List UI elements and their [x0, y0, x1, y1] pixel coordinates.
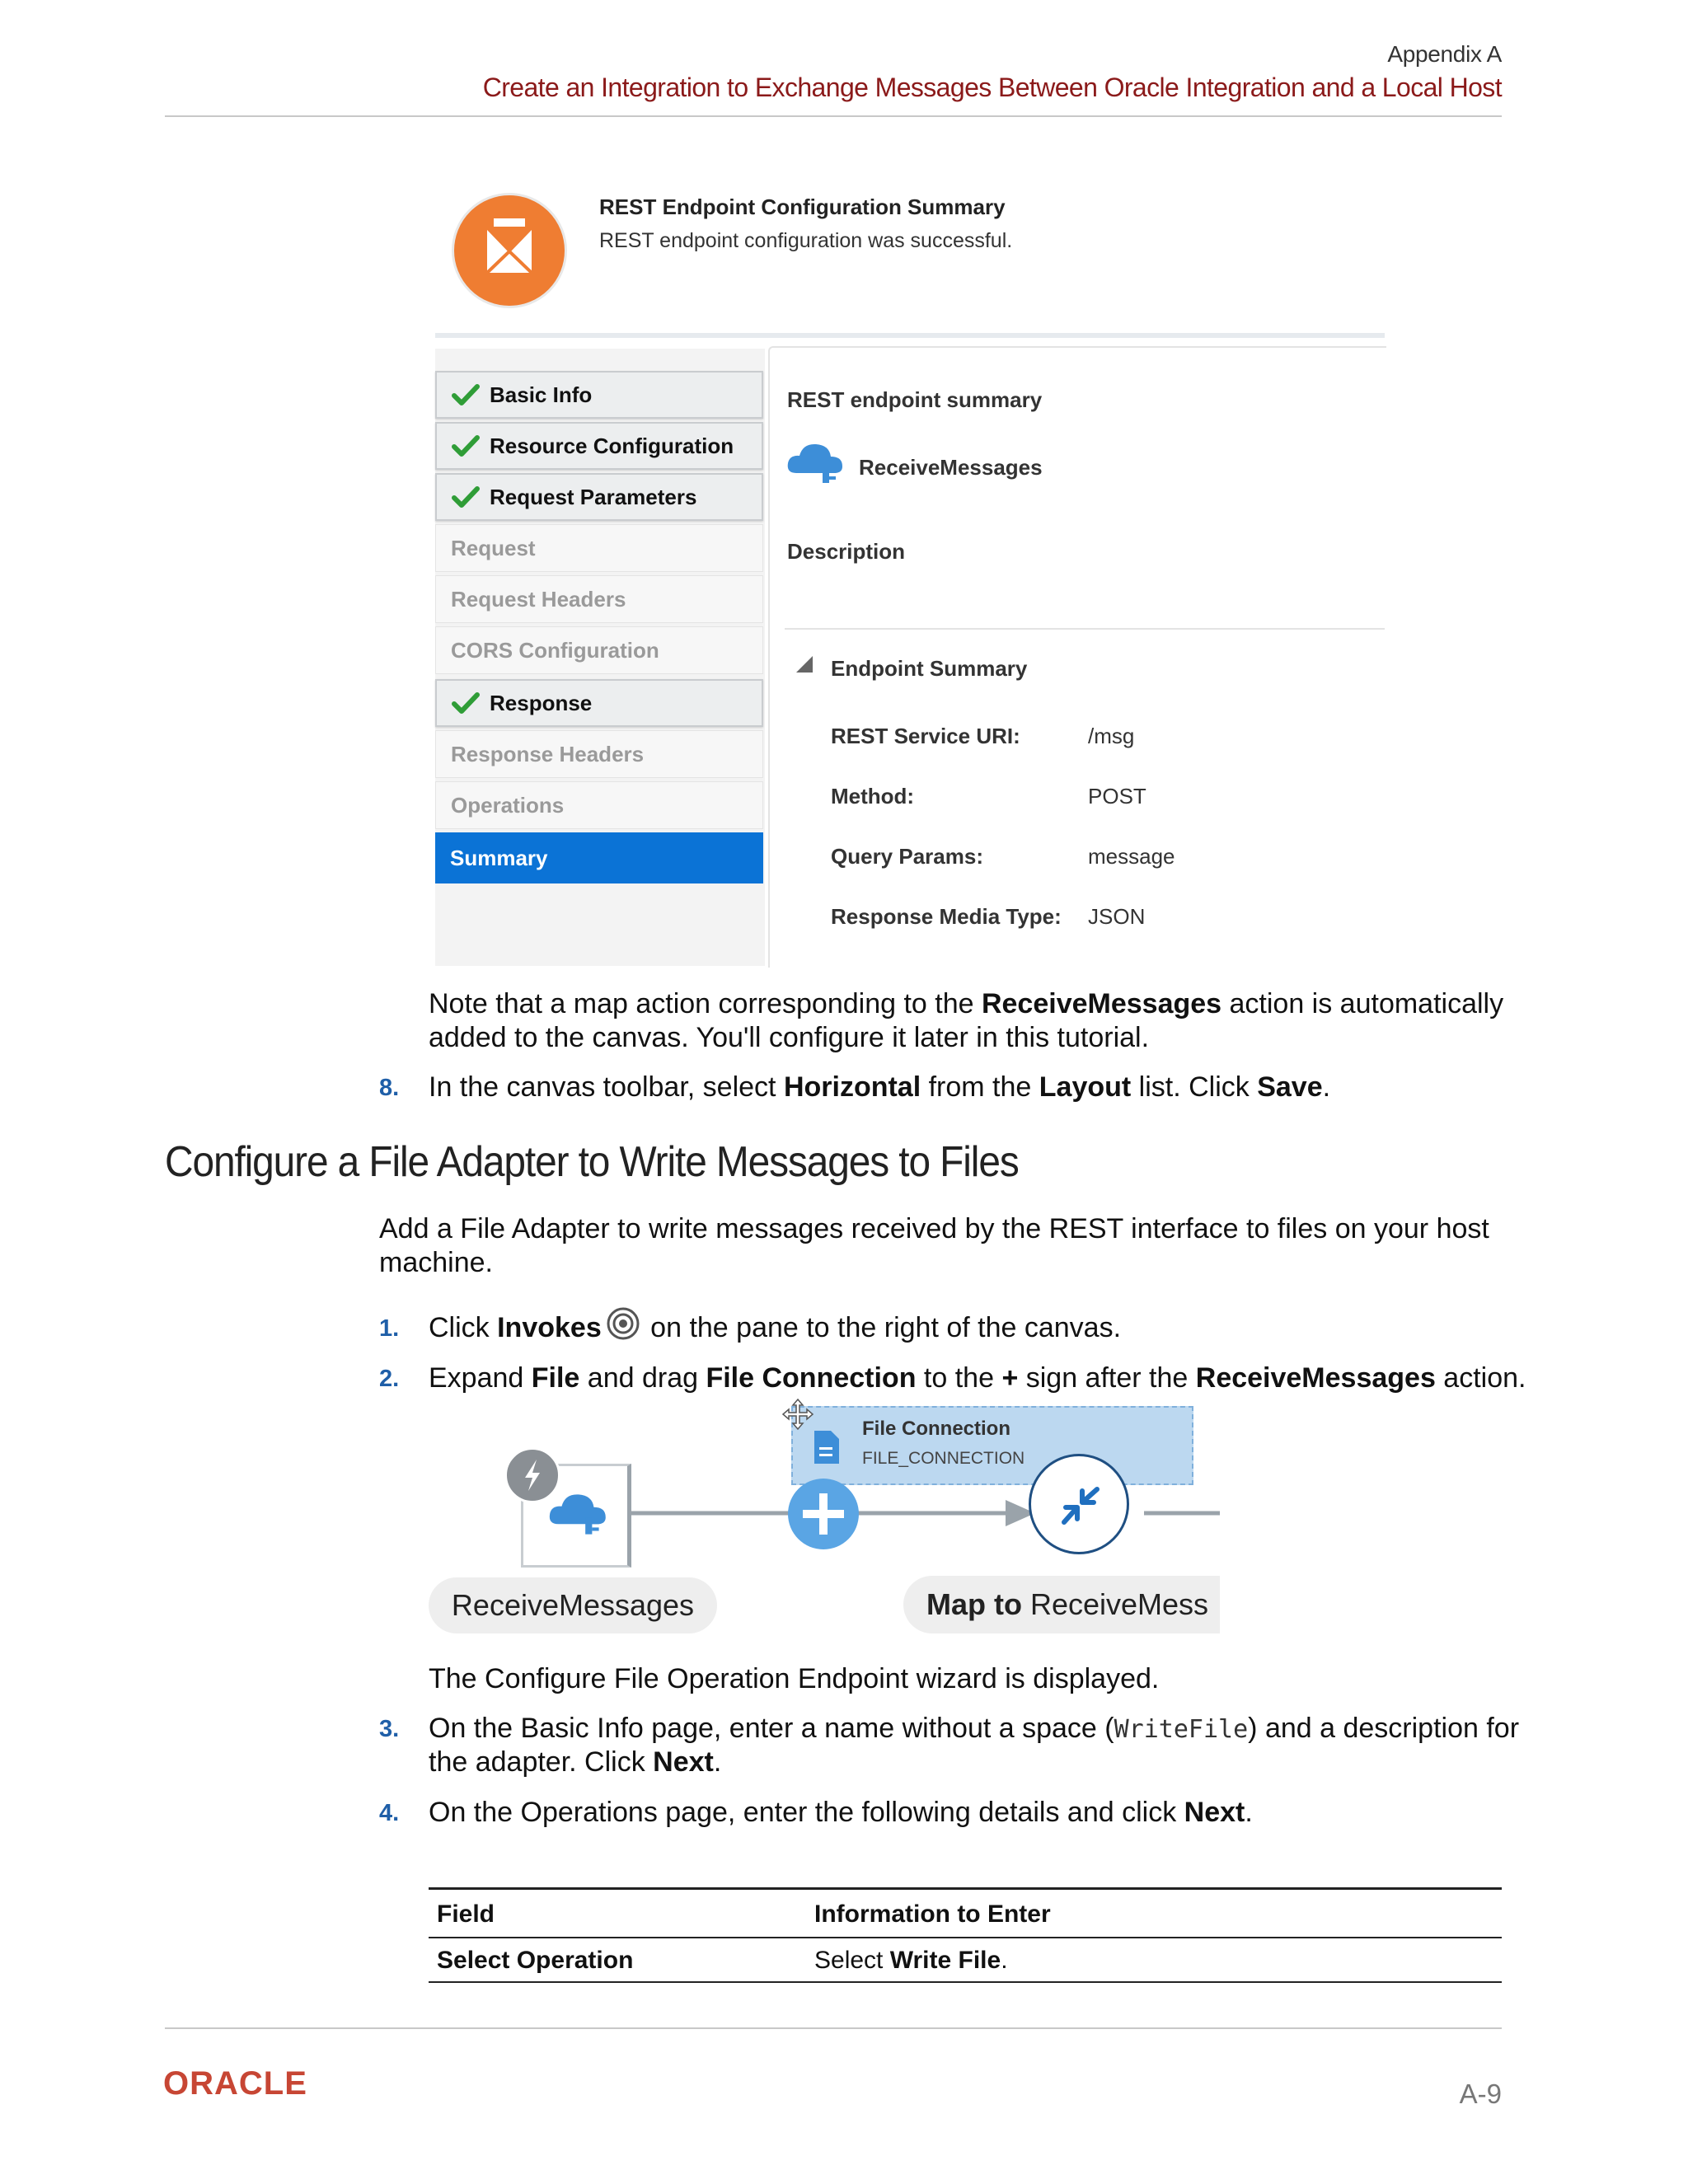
- move-cursor-icon: [781, 1398, 814, 1431]
- table-header-info: Information to Enter: [814, 1900, 1051, 1928]
- table-top-rule: [429, 1887, 1502, 1890]
- field-label-method: Method:: [831, 784, 915, 808]
- appendix-label: Appendix A: [1387, 41, 1502, 67]
- step-number: 1.: [379, 1315, 400, 1342]
- nav-label: Response: [490, 690, 593, 715]
- adapter-logo-icon: [452, 193, 567, 308]
- step-number: 3.: [379, 1716, 400, 1742]
- nav-basic-info[interactable]: [435, 371, 763, 419]
- table-cell-info: Select Write File.: [814, 1947, 1008, 1974]
- step-number: 8.: [379, 1075, 400, 1101]
- field-value-media: JSON: [1088, 904, 1146, 929]
- trigger-lightning-icon: [504, 1447, 560, 1503]
- nav-label: CORS Configuration: [451, 637, 659, 663]
- checkmark-icon: [452, 485, 480, 509]
- canvas-drag-screenshot: [429, 1398, 1220, 1645]
- nav-summary[interactable]: [435, 832, 763, 883]
- step-1-text: Click Invokes on the pane to the right of the canvas.: [429, 1310, 1121, 1345]
- footer-rule: [165, 2027, 1502, 2029]
- summary-title: REST Endpoint Configuration Summary: [599, 194, 1006, 219]
- note-line-1: Note that a map action corresponding to the ReceiveMessages action is automatically: [429, 988, 1504, 1019]
- summary-subtitle: REST endpoint configuration was successful.: [599, 229, 1013, 252]
- step-3-text-2: the adapter. Click Next.: [429, 1746, 722, 1778]
- nav-cors-configuration[interactable]: [435, 626, 763, 674]
- summary-divider: [435, 333, 1385, 338]
- nav-label: Operations: [451, 792, 565, 818]
- page-number: A-9: [1459, 2079, 1502, 2109]
- table-row: [429, 1938, 1502, 1983]
- rest-cloud-icon: [785, 438, 849, 492]
- drag-subtitle: FILE_CONNECTION: [862, 1449, 1025, 1468]
- section-title: Configure a File Adapter to Write Messages to Files: [165, 1138, 1019, 1186]
- note-line-2: added to the canvas. You'll configure it later in this tutorial.: [429, 1022, 1150, 1053]
- field-label-query: Query Params:: [831, 844, 983, 869]
- step-2-text: Expand File and drag File Connection to the + sign after the ReceiveMessages action.: [429, 1362, 1526, 1394]
- drag-title: File Connection: [862, 1418, 1010, 1440]
- summary-divider-line: [785, 628, 1385, 630]
- step-3-text: On the Basic Info page, enter a name without a space (WriteFile) and a description for: [429, 1713, 1520, 1744]
- nav-label: Request Parameters: [490, 484, 697, 509]
- checkmark-icon: [452, 434, 480, 457]
- field-label-uri: REST Service URI:: [831, 724, 1020, 748]
- receive-messages-label: ReceiveMessages: [429, 1577, 717, 1633]
- field-value-query: message: [1088, 844, 1175, 869]
- add-action-plus-button[interactable]: [788, 1479, 859, 1549]
- endpoint-name: ReceiveMessages: [859, 455, 1043, 480]
- nav-response-headers[interactable]: [435, 730, 763, 778]
- table-bottom-rule: [429, 1981, 1502, 1983]
- nav-request-parameters[interactable]: [435, 473, 763, 521]
- nav-operations[interactable]: [435, 781, 763, 829]
- collapse-triangle-icon: [795, 654, 814, 678]
- file-icon: [811, 1429, 844, 1467]
- field-label-media: Response Media Type:: [831, 904, 1062, 929]
- nav-label: Request Headers: [451, 586, 626, 612]
- nav-label: Summary: [450, 845, 548, 870]
- section-intro-2: machine.: [379, 1247, 493, 1278]
- nav-request-headers[interactable]: [435, 575, 763, 623]
- field-value-method: POST: [1088, 784, 1146, 808]
- description-label: Description: [787, 539, 906, 564]
- header-rule: [165, 115, 1502, 117]
- nav-label: Request: [451, 535, 536, 560]
- nav-request[interactable]: [435, 524, 763, 572]
- oracle-logo: ORACLE: [163, 2065, 307, 2102]
- step-number: 4.: [379, 1800, 400, 1826]
- field-value-uri: /msg: [1088, 724, 1135, 748]
- checkmark-icon: [452, 691, 480, 715]
- step-4-text: On the Operations page, enter the following details and click Next.: [429, 1797, 1253, 1828]
- table-cell-field: Select Operation: [437, 1947, 634, 1974]
- nav-resource-configuration[interactable]: [435, 422, 763, 470]
- section-intro-1: Add a File Adapter to write messages received by the REST interface to files on your host: [379, 1213, 1489, 1244]
- nav-label: Resource Configuration: [490, 433, 734, 458]
- summary-heading: REST endpoint summary: [787, 387, 1043, 412]
- step-8-text: In the canvas toolbar, select Horizontal from the Layout list. Click Save.: [429, 1071, 1331, 1103]
- nav-label: Response Headers: [451, 741, 645, 766]
- map-arrows-icon: [1031, 1456, 1127, 1552]
- nav-response[interactable]: [435, 679, 763, 727]
- rest-summary-screenshot: [429, 180, 1385, 966]
- chapter-title: Create an Integration to Exchange Messages Between Oracle Integration and a Local Host: [482, 73, 1502, 102]
- wizard-note: The Configure File Operation Endpoint wizard is displayed.: [429, 1663, 1160, 1694]
- step-number: 2.: [379, 1366, 400, 1392]
- table-header-field: Field: [437, 1900, 495, 1928]
- file-connection-drag-ghost[interactable]: [791, 1406, 1193, 1485]
- invokes-target-icon: [602, 1310, 643, 1342]
- map-action-node[interactable]: [1029, 1454, 1129, 1554]
- endpoint-summary-label: Endpoint Summary: [831, 656, 1028, 681]
- checkmark-icon: [452, 383, 480, 406]
- map-to-label: Map to ReceiveMess: [903, 1576, 1220, 1633]
- nav-label: Basic Info: [490, 382, 593, 407]
